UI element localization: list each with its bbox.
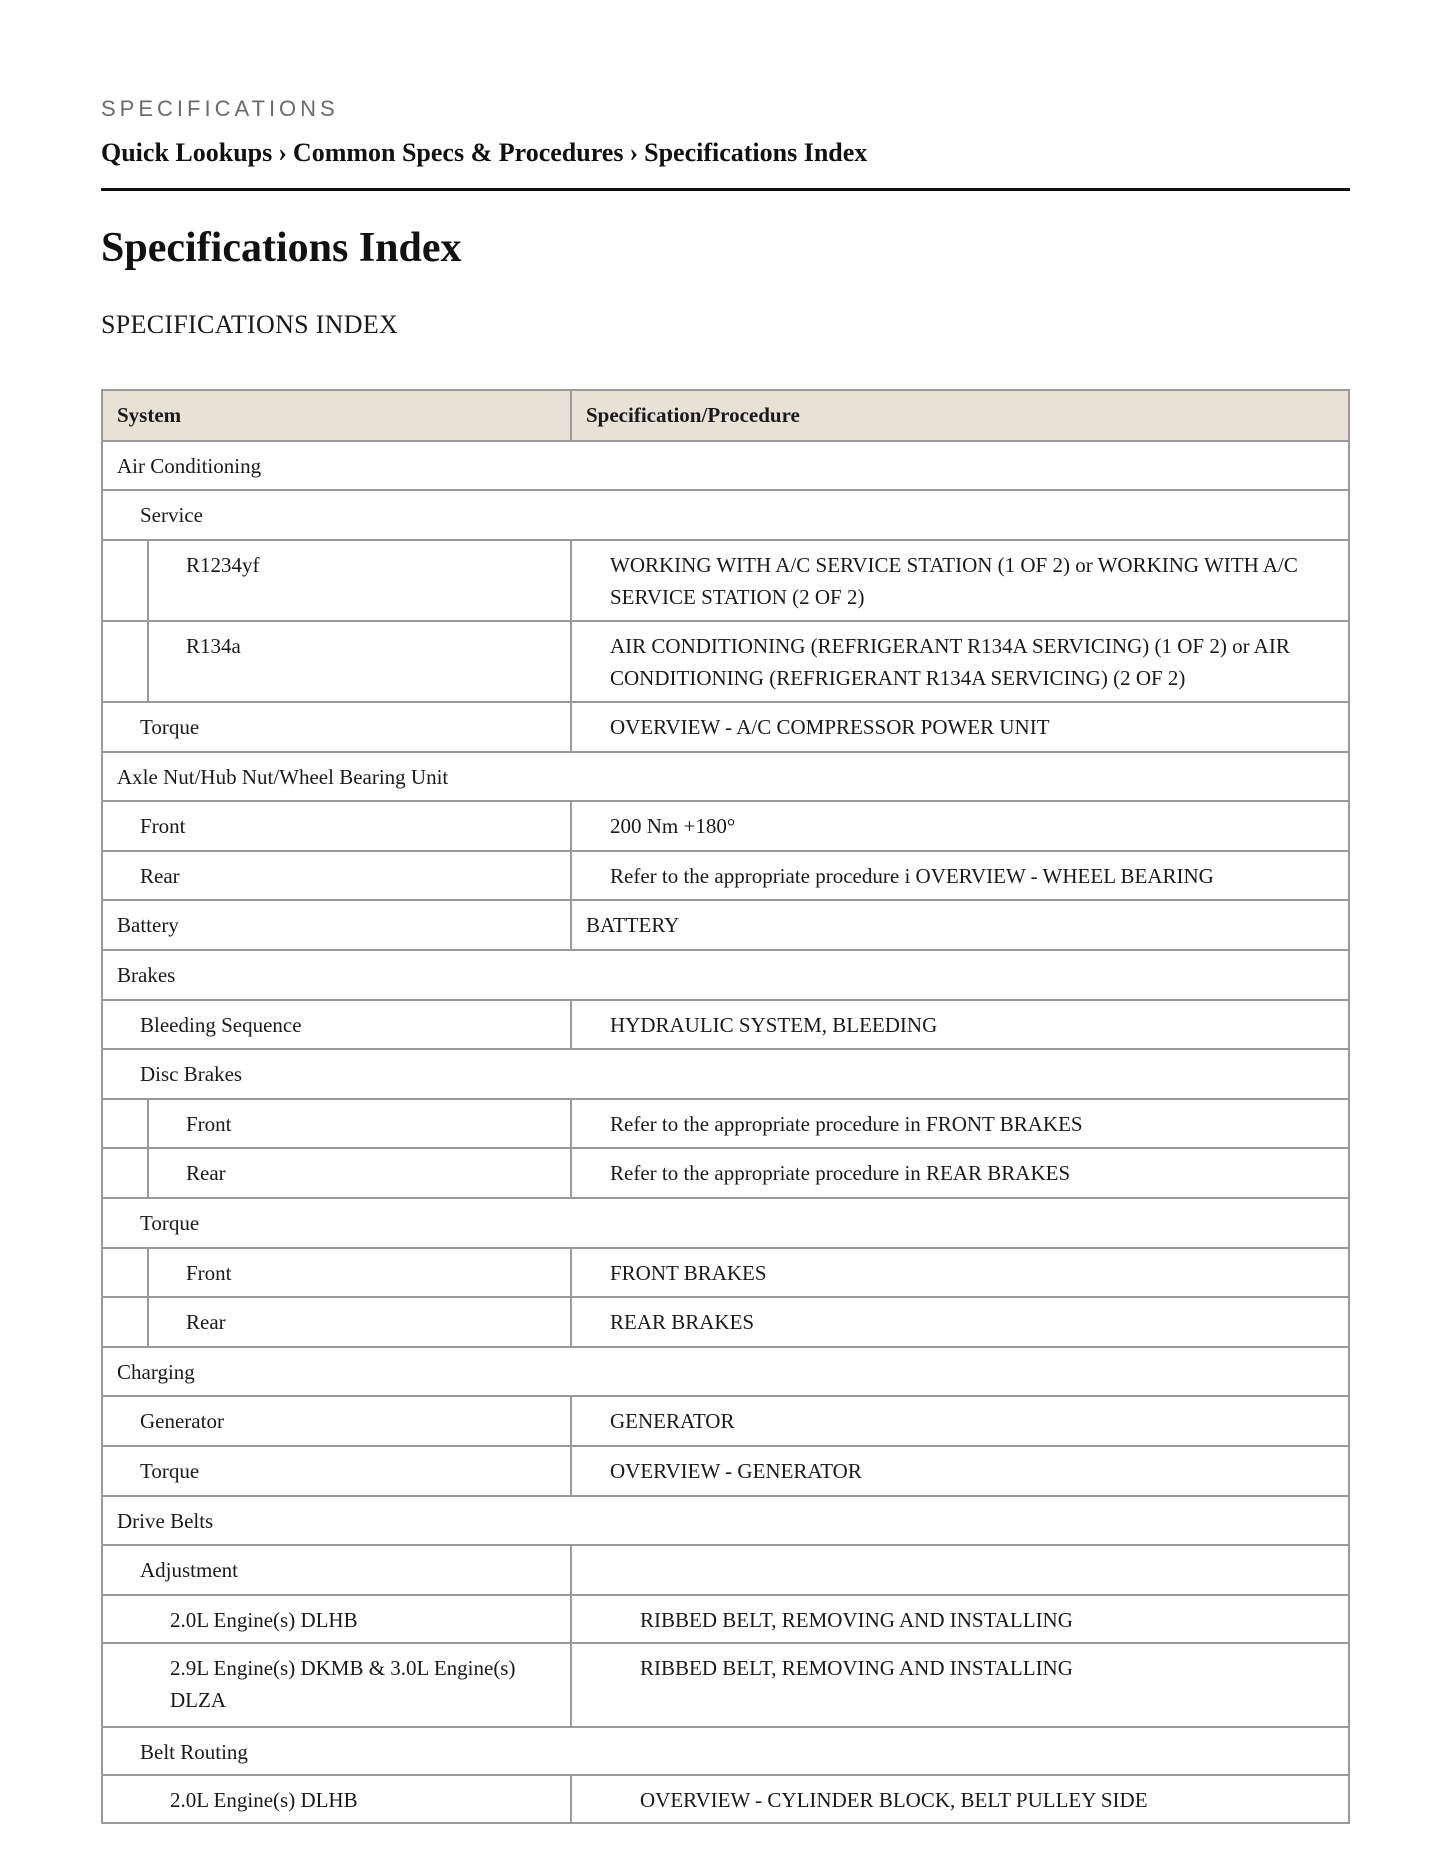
table-row — [103, 489, 1348, 539]
section-kicker: SPECIFICATIONS — [101, 96, 339, 121]
spec-cell[interactable]: Refer to the appropriate procedure in FRONT BRAKES — [610, 1112, 1083, 1136]
table-row — [103, 850, 1348, 899]
table-row — [103, 800, 1348, 850]
column-header-spec: Specification/Procedure — [586, 403, 800, 427]
system-cell: Rear — [186, 1310, 226, 1334]
table-row — [103, 1395, 1348, 1445]
table-row — [103, 751, 1348, 800]
table-row — [103, 1048, 1348, 1098]
page-title: Specifications Index — [101, 225, 462, 271]
header-divider — [101, 188, 1350, 191]
table-row — [103, 1726, 1348, 1774]
table-row — [103, 1147, 1348, 1197]
system-cell: Service — [140, 503, 203, 527]
table-row — [103, 1346, 1348, 1395]
breadcrumb-separator: › — [278, 138, 287, 167]
table-row — [103, 1296, 1348, 1346]
table-row — [103, 1197, 1348, 1247]
system-cell: Bleeding Sequence — [140, 1013, 302, 1037]
table-row — [103, 620, 1348, 701]
section-heading: SPECIFICATIONS INDEX — [101, 310, 399, 339]
spec-cell[interactable]: BATTERY — [586, 913, 680, 937]
system-cell: Brakes — [117, 963, 176, 987]
table-row — [103, 999, 1348, 1048]
table-row — [103, 539, 1348, 620]
system-cell: Disc Brakes — [140, 1062, 243, 1086]
system-cell: Front — [140, 814, 186, 838]
table-row — [103, 899, 1348, 949]
spec-cell[interactable]: RIBBED BELT, REMOVING AND INSTALLING — [640, 1608, 1073, 1632]
system-cell: Torque — [140, 715, 200, 739]
system-cell: R1234yf — [186, 553, 260, 577]
spec-cell[interactable]: OVERVIEW - A/C COMPRESSOR POWER UNIT — [610, 715, 1050, 739]
system-cell: Belt Routing — [140, 1740, 248, 1764]
system-cell: Axle Nut/Hub Nut/Wheel Bearing Unit — [117, 765, 449, 789]
breadcrumb — [101, 138, 867, 168]
spec-cell[interactable]: Refer to the appropriate procedure i OVERVIEW - WHEEL BEARING — [610, 864, 1214, 888]
spec-cell[interactable]: HYDRAULIC SYSTEM, BLEEDING — [610, 1013, 938, 1037]
breadcrumb-separator: › — [629, 138, 639, 167]
system-cell: Battery — [117, 913, 179, 937]
system-cell: Rear — [140, 864, 180, 888]
system-cell: Charging — [117, 1360, 195, 1384]
breadcrumb-common-specs[interactable]: Common Specs & Procedures — [292, 138, 624, 167]
system-cell: Rear — [186, 1161, 226, 1185]
table-header-row — [103, 391, 1348, 440]
table-row — [103, 1594, 1348, 1642]
spec-cell[interactable]: REAR BRAKES — [610, 1310, 755, 1334]
table-row — [103, 1445, 1348, 1495]
system-cell: R134a — [186, 634, 241, 658]
system-cell: Front — [186, 1261, 232, 1285]
system-cell: 2.0L Engine(s) DLHB — [170, 1608, 358, 1632]
system-cell: Adjustment — [140, 1558, 238, 1582]
table-row — [103, 1098, 1348, 1147]
table-row — [103, 1495, 1348, 1544]
system-cell: Front — [186, 1112, 232, 1136]
spec-cell[interactable]: OVERVIEW - CYLINDER BLOCK, BELT PULLEY SIDE — [640, 1788, 1148, 1812]
spec-cell[interactable]: FRONT BRAKES — [610, 1261, 767, 1285]
column-header-system: System — [117, 403, 182, 427]
system-cell: Torque — [140, 1211, 200, 1235]
table-row — [103, 1642, 1348, 1726]
system-cell: Generator — [140, 1409, 224, 1433]
spec-cell[interactable]: Refer to the appropriate procedure in REAR BRAKES — [610, 1161, 1071, 1185]
system-cell: 2.9L Engine(s) DKMB & 3.0L Engine(s) DLZA — [170, 1656, 516, 1712]
table-row — [103, 701, 1348, 751]
spec-cell[interactable]: GENERATOR — [610, 1409, 735, 1433]
spec-cell[interactable]: RIBBED BELT, REMOVING AND INSTALLING — [640, 1656, 1073, 1680]
system-cell: 2.0L Engine(s) DLHB — [170, 1788, 358, 1812]
specifications-table — [101, 389, 1350, 1824]
spec-cell: 200 Nm +180° — [610, 814, 736, 838]
table-row — [103, 1247, 1348, 1296]
table-row — [103, 949, 1348, 999]
system-cell: Torque — [140, 1459, 200, 1483]
table-row — [103, 1774, 1348, 1822]
table-row — [103, 440, 1348, 489]
breadcrumb-quick-lookups[interactable]: Quick Lookups — [101, 138, 273, 167]
spec-cell[interactable]: WORKING WITH A/C SERVICE STATION (1 OF 2) or WORKING WITH A/C SERVICE STATION (2 OF 2) — [610, 553, 1298, 609]
spec-cell[interactable]: OVERVIEW - GENERATOR — [610, 1459, 862, 1483]
table-row — [103, 1544, 1348, 1594]
spec-cell[interactable]: AIR CONDITIONING (REFRIGERANT R134A SERVICING) (1 OF 2) or AIR CONDITIONING (REFRIGERANT R134A SERVICING) (2 OF 2) — [610, 634, 1290, 690]
system-cell: Air Conditioning — [117, 454, 262, 478]
system-cell: Drive Belts — [117, 1509, 214, 1533]
breadcrumb-specifications-index: Specifications Index — [644, 138, 868, 167]
